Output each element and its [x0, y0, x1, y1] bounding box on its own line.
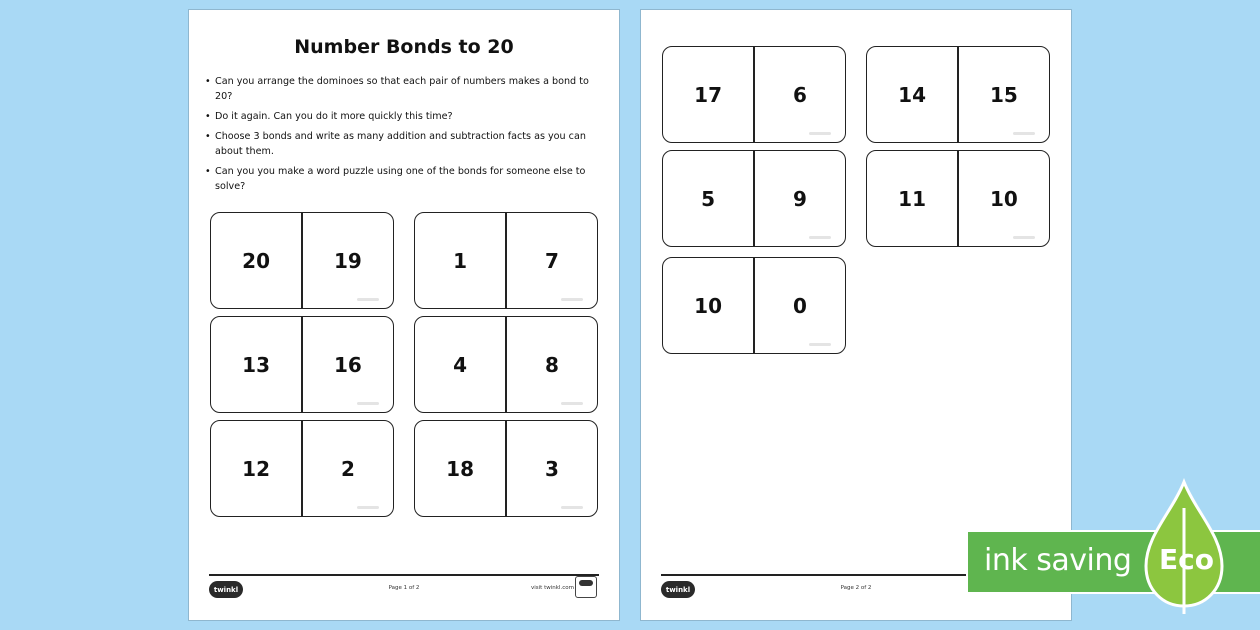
domino-right-number: 6 [792, 82, 807, 107]
domino-right-number: 8 [544, 352, 559, 377]
domino-watermark [1013, 236, 1035, 239]
domino-right-number: 10 [989, 186, 1018, 211]
domino-watermark [809, 236, 831, 239]
footer-divider [209, 574, 599, 576]
domino-right-number: 0 [792, 293, 807, 318]
domino-right-number: 19 [333, 248, 362, 273]
domino-watermark [809, 343, 831, 346]
domino-watermark [561, 298, 583, 301]
page-number: Page 2 of 2 [840, 585, 872, 591]
domino-card [210, 420, 394, 517]
instruction-item: • Choose 3 bonds and write as many addition and subtraction facts as you can about them. [205, 129, 600, 159]
domino-watermark [561, 402, 583, 405]
domino-left-number: 13 [242, 352, 271, 377]
domino-card [414, 316, 598, 413]
domino-left-number: 18 [446, 456, 475, 481]
domino-card [414, 420, 598, 517]
domino-left-number: 12 [242, 456, 271, 481]
quality-badge-icon [575, 576, 597, 598]
domino-card [662, 150, 846, 247]
domino-card [866, 46, 1050, 143]
instruction-item: • Can you arrange the dominoes so that each pair of numbers makes a bond to 20? [205, 74, 600, 104]
domino-left-number: 1 [453, 248, 468, 273]
domino-watermark [357, 298, 379, 301]
instruction-item: • Do it again. Can you do it more quickly this time? [205, 109, 600, 124]
twinkl-logo: twinkl [209, 581, 243, 598]
domino-watermark [561, 506, 583, 509]
domino-right-number: 2 [340, 456, 355, 481]
domino-card [662, 46, 846, 143]
domino-card [662, 257, 846, 354]
domino-watermark [1013, 132, 1035, 135]
domino-right-number: 3 [544, 456, 559, 481]
domino-left-number: 14 [898, 82, 927, 107]
instruction-item: • Can you you make a word puzzle using one of the bonds for someone else to solve? [205, 164, 600, 194]
domino-left-number: 20 [242, 248, 271, 273]
domino-right-number: 9 [792, 186, 807, 211]
domino-right-number: 7 [544, 248, 559, 273]
worksheet-page-2 [641, 10, 1071, 620]
domino-card [210, 316, 394, 413]
domino-watermark [357, 402, 379, 405]
domino-card [210, 212, 394, 309]
site-link: visit twinkl.com [531, 585, 574, 591]
twinkl-logo: twinkl [661, 581, 695, 598]
domino-left-number: 5 [701, 186, 716, 211]
domino-right-number: 16 [333, 352, 362, 377]
domino-left-number: 10 [694, 293, 723, 318]
domino-left-number: 11 [898, 186, 927, 211]
page-number: Page 1 of 2 [388, 585, 420, 591]
domino-card [414, 212, 598, 309]
ink-saving-label: ink saving [984, 543, 1132, 578]
domino-left-number: 4 [453, 352, 468, 377]
domino-left-number: 17 [694, 82, 723, 107]
page-title: Number Bonds to 20 [294, 36, 514, 58]
domino-watermark [357, 506, 379, 509]
domino-watermark [809, 132, 831, 135]
instructions-list [205, 74, 600, 199]
domino-card [866, 150, 1050, 247]
eco-label: Eco [1159, 543, 1214, 576]
domino-right-number: 15 [989, 82, 1018, 107]
worksheet-page-1 [189, 10, 619, 620]
